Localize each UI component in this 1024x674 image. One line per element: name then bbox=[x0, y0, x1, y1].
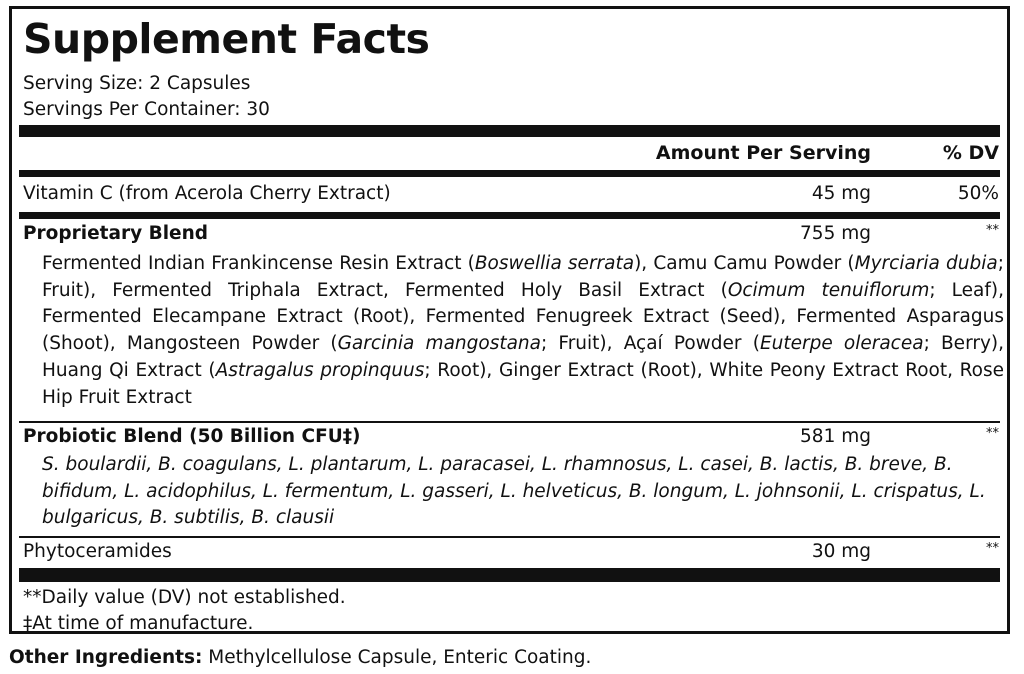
proprietary-blend-label: Proprietary Blend bbox=[23, 223, 208, 244]
vitamin-c-dv: 50% bbox=[957, 183, 999, 204]
supplement-facts-panel bbox=[9, 6, 1010, 634]
ingredient-text: ), Camu Camu Powder ( bbox=[634, 253, 855, 274]
thick-divider-top bbox=[19, 125, 1000, 137]
vitamin-c-amount: 45 mg bbox=[811, 183, 871, 204]
ingredient-species-name: Euterpe oleracea bbox=[759, 333, 924, 355]
probiotic-blend-amount: 581 mg bbox=[800, 426, 871, 447]
ingredient-text: ; Fruit), Fermented Triphala Extract, Fermented Holy Basil Extract ( bbox=[42, 253, 1004, 301]
probiotic-strains: S. boulardii, B. coagulans, L. plantarum, L. paracasei, L. rhamnosus, L. casei, B. lactis, B. breve, B. bifidum, L. acidophilus, L. fermentum, L. gasseri, L. helveticus, B. longum, L. johnsonii, L. crispatus, L. bulgaricus, B. subtilis, B. clausii bbox=[42, 454, 986, 528]
medium-divider-header bbox=[19, 170, 1000, 177]
servings-per-container: Servings Per Container: 30 bbox=[23, 99, 270, 120]
medium-divider-vitamin bbox=[19, 212, 1000, 219]
other-ingredients bbox=[9, 647, 591, 668]
ingredient-text: ; Leaf), Fermented Elecampane Extract (Root), Fermented Fenugreek Extract (Seed), Fermented Asparagus (Shoot), Mangosteen Powder ( bbox=[42, 279, 1004, 355]
probiotic-blend-dv: ** bbox=[986, 426, 999, 441]
ingredient-species-name: Ocimum tenuiflorum bbox=[727, 279, 930, 301]
ingredient-species-name: Boswellia serrata bbox=[474, 253, 635, 274]
proprietary-blend-ingredients bbox=[42, 251, 1004, 411]
footnote-dv: **Daily value (DV) not established. bbox=[23, 587, 346, 608]
phytoceramides-dv: ** bbox=[986, 541, 999, 556]
other-ingredients-text: Methylcellulose Capsule, Enteric Coating. bbox=[202, 647, 592, 668]
ingredient-species-name: Myrciaria dubia bbox=[854, 253, 998, 274]
probiotic-blend-label: Probiotic Blend (50 Billion CFU‡) bbox=[23, 426, 361, 447]
thin-divider-blend bbox=[19, 421, 1000, 423]
proprietary-blend-amount: 755 mg bbox=[800, 223, 871, 244]
vitamin-c-label: Vitamin C (from Acerola Cherry Extract) bbox=[23, 183, 391, 204]
ingredient-text: ; Fruit), Açaí Powder ( bbox=[540, 333, 760, 355]
proprietary-blend-dv: ** bbox=[986, 223, 999, 238]
ingredient-species-name: Astragalus propinquus bbox=[215, 359, 425, 381]
ingredient-text: ; Berry), Huang Qi Extract ( bbox=[42, 333, 1004, 381]
phytoceramides-amount: 30 mg bbox=[811, 541, 871, 562]
ingredient-text: Fermented Indian Frankincense Resin Extract ( bbox=[42, 253, 475, 274]
footnote-manufacture: ‡At time of manufacture. bbox=[23, 613, 254, 634]
header-percent-dv: % DV bbox=[942, 142, 999, 164]
phytoceramides-label: Phytoceramides bbox=[23, 541, 172, 562]
panel-title: Supplement Facts bbox=[23, 15, 430, 63]
other-ingredients-label: Other Ingredients: bbox=[9, 647, 203, 668]
serving-size: Serving Size: 2 Capsules bbox=[23, 73, 251, 94]
ingredient-species-name: Garcinia mangostana bbox=[337, 333, 541, 355]
thin-divider-probiotic bbox=[19, 536, 1000, 538]
ingredient-text: ; Root), Ginger Extract (Root), White Peony Extract Root, Rose Hip Fruit Extract bbox=[42, 359, 1005, 408]
thick-divider-bottom bbox=[19, 568, 1000, 582]
header-amount-per-serving: Amount Per Serving bbox=[655, 142, 871, 164]
